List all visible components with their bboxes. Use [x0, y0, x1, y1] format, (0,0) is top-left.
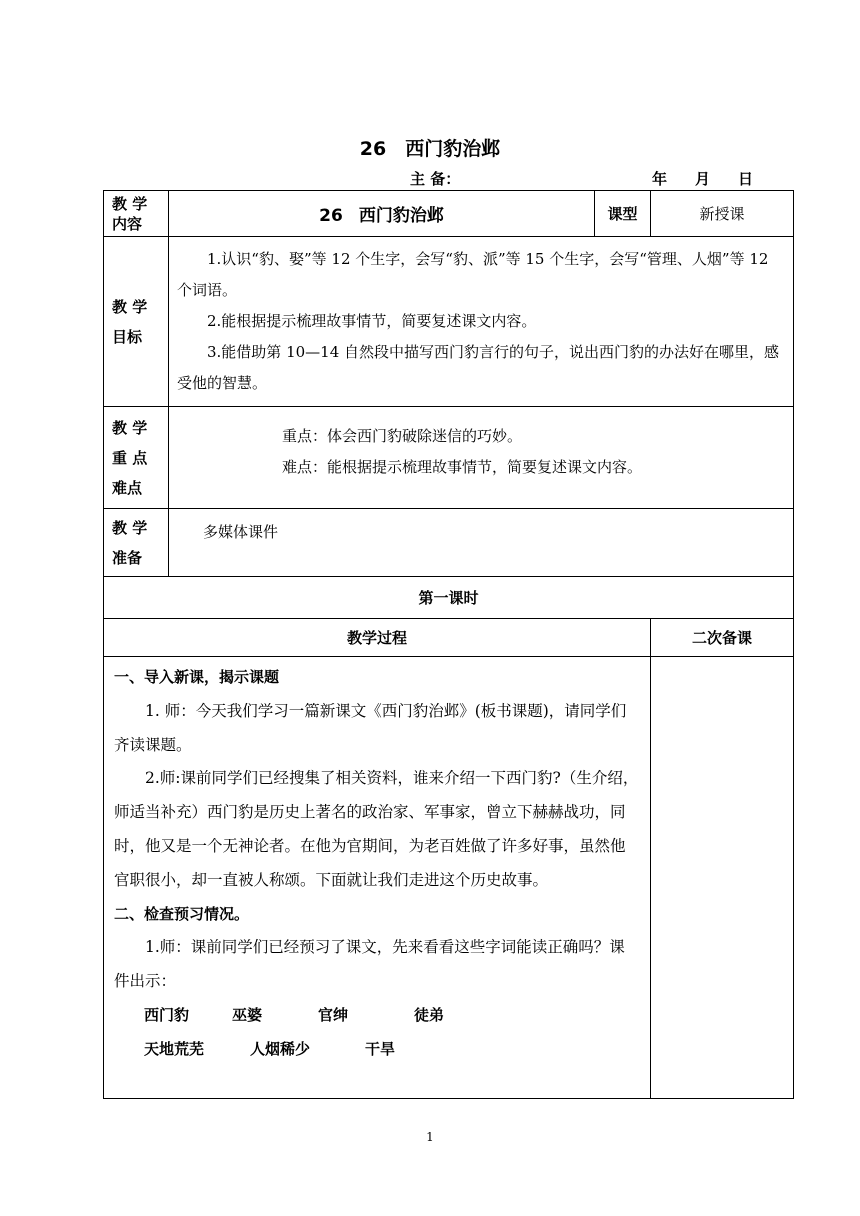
content-row [104, 191, 794, 237]
word: 干旱 [365, 1039, 396, 1058]
prep-row [104, 509, 794, 577]
process-paragraph: 1. 师：今天我们学习一篇新课文《西门豹治邺》(板书课题)，请同学们齐读课题。 [114, 701, 627, 754]
word: 巫婆 [232, 1005, 263, 1024]
date-month: 月 [695, 170, 711, 188]
prep-materials-label: 教 学 准备 [104, 509, 169, 577]
lesson-title: 26 西门豹治邺 [169, 191, 595, 237]
word: 人烟稀少 [250, 1039, 311, 1058]
word: 官绅 [318, 1005, 349, 1024]
type-label: 课型 [595, 191, 651, 237]
word-list-row [114, 999, 640, 1033]
process-paragraph: 2.师:课前同学们已经搜集了相关资料，谁来介绍一下西门豹?（生介绍，师适当补充）西门豹是历史上著名的政治家、军事家，曾立下赫赫战功，同时，他又是一个无神论者。在他为官期间，为老百姓做了许多好事，虽然他官职很小，却一直被人称颂。下面就让我们走进这个历史故事。 [114, 769, 639, 889]
content-label: 教 学 内容 [104, 191, 169, 237]
keypoint-item: 难点：能根据提示梳理故事情节，简要复述课文内容。 [282, 458, 643, 476]
word-list-row [114, 1033, 640, 1067]
word: 西门豹 [144, 1005, 190, 1024]
prep-materials-value: 多媒体课件 [169, 509, 794, 577]
goal-item: 2.能根据提示梳理故事情节，简要复述课文内容。 [207, 312, 537, 330]
second-prep-content [651, 657, 794, 1099]
process-row [104, 657, 794, 1099]
period-row [104, 577, 794, 619]
goal-item: 1.认识“豹、娶”等 12 个生字，会写“豹、派”等 15 个生字，会写“管理、人烟”等 12 个词语。 [177, 250, 769, 299]
prep-line [0, 168, 860, 190]
prep-label: 主 备： [410, 170, 461, 188]
document-title: 26 西门豹治邺 [359, 138, 501, 160]
process-header: 教学过程 [104, 619, 651, 657]
goals-content [169, 237, 794, 407]
goals-label: 教 学 目标 [104, 237, 169, 407]
process-paragraph: 1.师：课前同学们已经预习了课文，先来看看这些字词能读正确吗？课件出示： [114, 938, 625, 991]
period-title: 第一课时 [104, 577, 794, 619]
lesson-plan-table [103, 190, 794, 1099]
goal-item: 3.能借助第 10—14 自然段中描写西门豹言行的句子，说出西门豹的办法好在哪里，感受他的智慧。 [177, 343, 780, 392]
section-heading: 一、导入新课，揭示课题 [114, 668, 280, 686]
process-header-row [104, 619, 794, 657]
section-heading: 二、检查预习情况。 [114, 904, 250, 923]
keypoints-content [169, 407, 794, 509]
keypoints-label: 教 学 重 点 难点 [104, 407, 169, 509]
second-prep-header: 二次备课 [651, 619, 794, 657]
keypoints-row [104, 407, 794, 509]
type-value: 新授课 [651, 191, 794, 237]
goals-row [104, 237, 794, 407]
keypoint-item: 重点：体会西门豹破除迷信的巧妙。 [282, 427, 523, 445]
word: 徒弟 [414, 1005, 445, 1024]
date-year: 年 [652, 170, 668, 188]
process-content [104, 657, 651, 1099]
date-day: 日 [738, 170, 754, 188]
page-number: 1 [426, 1130, 434, 1144]
word: 天地荒芜 [144, 1039, 205, 1058]
